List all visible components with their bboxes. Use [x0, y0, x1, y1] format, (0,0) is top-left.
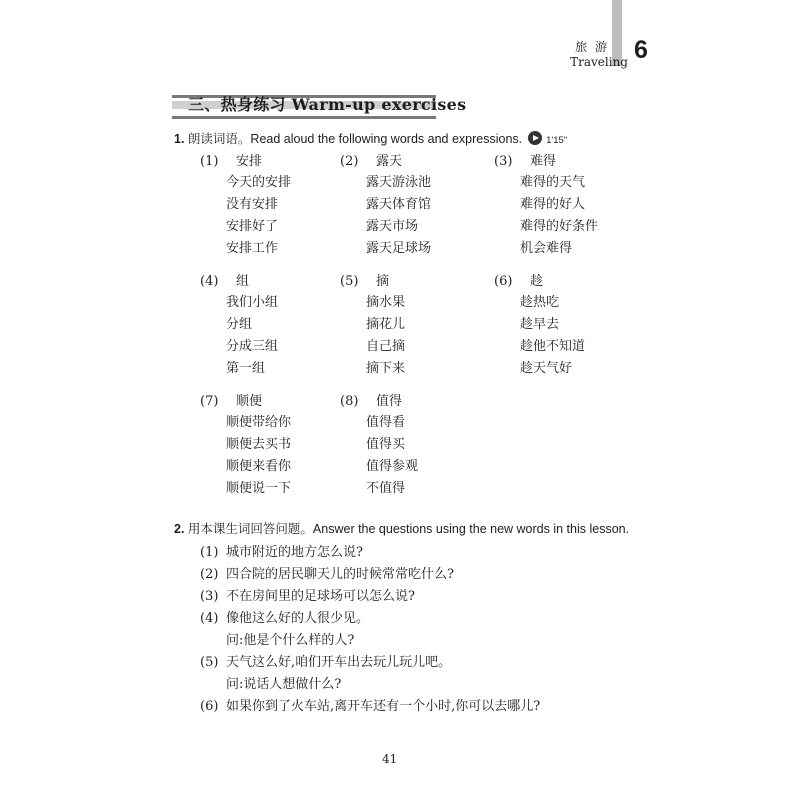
chapter-title-zh: 旅 游: [575, 40, 609, 54]
question-5: [200, 651, 451, 670]
word-item: 值得看: [366, 415, 406, 430]
word-group-head: [200, 270, 249, 289]
section-title: 三、热身练习 Warm-up exercises: [188, 95, 467, 114]
word-group-head: [494, 150, 556, 169]
question-5-sub: 问:说话人想做什么?: [226, 677, 342, 692]
group-number: (6): [494, 274, 513, 289]
group-headword: 难得: [530, 154, 557, 169]
word-item: 摘水果: [366, 295, 406, 310]
question-number: (1): [200, 545, 219, 560]
word-item: 露天体育馆: [366, 197, 432, 212]
word-group-head: [340, 390, 402, 409]
word-item: 不值得: [366, 481, 406, 496]
group-headword: 摘: [376, 274, 390, 289]
question-text: 不在房间里的足球场可以怎么说?: [226, 589, 415, 604]
question-text: 像他这么好的人很少见。: [226, 611, 370, 626]
word-item: 趁热吃: [520, 295, 560, 310]
word-item: 顺便带给你: [226, 415, 292, 430]
exercise-1-instruction: 朗读词语。Read aloud the following words and expressions.: [187, 132, 523, 146]
word-item: 难得的好人: [520, 197, 586, 212]
exercise-2-title: [174, 519, 629, 537]
question-4: [200, 607, 369, 626]
word-item: 趁天气好: [520, 361, 573, 376]
group-number: (4): [200, 274, 219, 289]
word-item: 值得买: [366, 437, 406, 452]
exercise-1-number: 1.: [174, 132, 185, 146]
group-number: (1): [200, 154, 219, 169]
word-group-head: [200, 150, 262, 169]
word-item: 没有安排: [226, 197, 279, 212]
group-number: (7): [200, 394, 219, 409]
word-item: 安排好了: [226, 219, 279, 234]
word-item: 难得的好条件: [520, 219, 599, 234]
exercise-2-instruction: 用本课生词回答问题。Answer the questions using the new words in this lesson.: [187, 522, 630, 536]
group-number: (8): [340, 394, 359, 409]
question-text: 天气这么好,咱们开车出去玩儿玩儿吧。: [226, 655, 452, 670]
word-item: 今天的安排: [226, 175, 292, 190]
question-text: 四合院的居民聊天儿的时候常常吃什么?: [226, 567, 454, 582]
word-item: 难得的天气: [520, 175, 586, 190]
word-item: 顺便去买书: [226, 437, 292, 452]
word-item: 我们小组: [226, 295, 279, 310]
group-headword: 值得: [376, 394, 403, 409]
word-item: 顺便来看你: [226, 459, 292, 474]
word-item: 分成三组: [226, 339, 279, 354]
word-item: 摘下来: [366, 361, 406, 376]
word-item: 机会难得: [520, 241, 573, 256]
chapter-title-en: Traveling: [570, 55, 628, 69]
question-number: (3): [200, 589, 219, 604]
word-item: 摘花儿: [366, 317, 406, 332]
word-item: 露天足球场: [366, 241, 432, 256]
question-number: (2): [200, 567, 219, 582]
word-item: 第一组: [226, 361, 266, 376]
group-headword: 趁: [530, 274, 544, 289]
question-number: (5): [200, 655, 219, 670]
group-number: (3): [494, 154, 513, 169]
question-text: 如果你到了火车站,离开车还有一个小时,你可以去哪儿?: [226, 699, 541, 714]
group-headword: 露天: [376, 154, 403, 169]
word-group-head: [340, 150, 402, 169]
word-item: 值得参观: [366, 459, 419, 474]
question-4-sub: 问:他是个什么样的人?: [226, 633, 355, 648]
group-number: (5): [340, 274, 359, 289]
question-2: [200, 563, 454, 582]
group-headword: 安排: [236, 154, 263, 169]
word-item: 露天市场: [366, 219, 419, 234]
question-3: [200, 585, 415, 604]
word-item: 安排工作: [226, 241, 279, 256]
group-number: (2): [340, 154, 359, 169]
word-item: 趁他不知道: [520, 339, 586, 354]
exercise-1-title: [174, 129, 567, 147]
group-headword: 组: [236, 274, 250, 289]
page-number: 41: [382, 752, 398, 766]
question-6: [200, 695, 540, 714]
word-item: 分组: [226, 317, 253, 332]
question-text: 城市附近的地方怎么说?: [226, 545, 363, 560]
word-group-head: [494, 270, 543, 289]
word-item: 趁早去: [520, 317, 560, 332]
word-item: 顺便说一下: [226, 481, 292, 496]
group-headword: 顺便: [236, 394, 263, 409]
word-group-head: [340, 270, 389, 289]
audio-play-icon[interactable]: [528, 131, 542, 145]
chapter-number: 6: [634, 36, 648, 64]
question-1: [200, 541, 363, 560]
word-item: 自己摘: [366, 339, 406, 354]
question-number: (4): [200, 611, 219, 626]
audio-duration: 1'15": [546, 135, 568, 146]
question-number: (6): [200, 699, 219, 714]
word-group-head: [200, 390, 262, 409]
word-item: 露天游泳池: [366, 175, 432, 190]
exercise-2-number: 2.: [174, 522, 185, 536]
